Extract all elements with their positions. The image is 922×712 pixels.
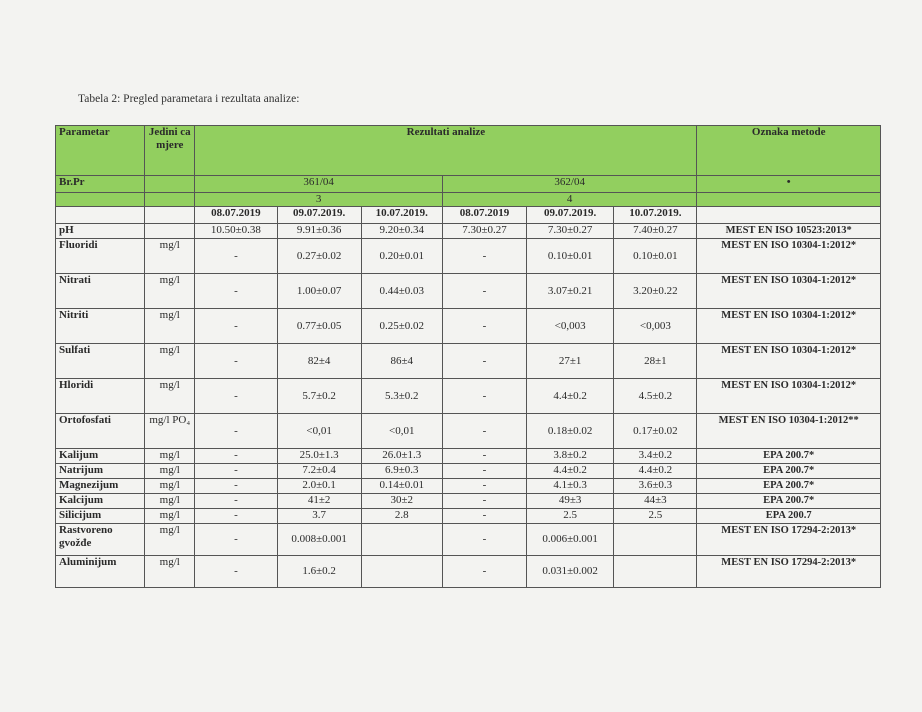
- result-value: 9.20±0.34: [361, 224, 442, 239]
- result-value: [614, 524, 697, 556]
- result-value: 0.006±0.001: [527, 524, 614, 556]
- method-code: MEST EN ISO 17294-2:2013*: [697, 556, 881, 588]
- results-table: [55, 125, 881, 588]
- result-value: 7.30±0.27: [442, 224, 526, 239]
- result-value: 0.17±0.02: [614, 414, 697, 449]
- result-value: -: [195, 309, 277, 344]
- result-value: -: [195, 449, 277, 464]
- parameter-name: Rastvoreno gvožđe: [56, 524, 145, 556]
- table-row: [56, 344, 881, 379]
- result-value: -: [195, 556, 277, 588]
- method-code: MEST EN ISO 10304-1:2012*: [697, 309, 881, 344]
- result-value: 7.40±0.27: [614, 224, 697, 239]
- parameter-name: Fluoridi: [56, 239, 145, 274]
- result-value: 10.50±0.38: [195, 224, 277, 239]
- result-value: 3.7: [277, 509, 361, 524]
- parameter-name: Ortofosfati: [56, 414, 145, 449]
- unit: mg/l: [145, 449, 195, 464]
- unit: mg/l: [145, 494, 195, 509]
- table-row: [56, 494, 881, 509]
- result-value: -: [442, 449, 526, 464]
- date-cell: 08.07.2019: [195, 207, 277, 224]
- parameter-name: Aluminijum: [56, 556, 145, 588]
- table-row: [56, 224, 881, 239]
- method-code: MEST EN ISO 10523:2013*: [697, 224, 881, 239]
- result-value: 0.27±0.02: [277, 239, 361, 274]
- result-value: -: [442, 344, 526, 379]
- result-value: 0.44±0.03: [361, 274, 442, 309]
- result-value: -: [195, 479, 277, 494]
- result-value: -: [442, 556, 526, 588]
- method-code: MEST EN ISO 10304-1:2012*: [697, 379, 881, 414]
- result-value: -: [195, 509, 277, 524]
- result-value: 82±4: [277, 344, 361, 379]
- result-value: -: [442, 494, 526, 509]
- result-value: 3.6±0.3: [614, 479, 697, 494]
- parameter-name: Sulfati: [56, 344, 145, 379]
- method-code: MEST EN ISO 10304-1:2012*: [697, 344, 881, 379]
- result-value: 0.18±0.02: [527, 414, 614, 449]
- result-value: 3.4±0.2: [614, 449, 697, 464]
- table-row: [56, 414, 881, 449]
- unit: mg/l: [145, 309, 195, 344]
- method-code: EPA 200.7*: [697, 464, 881, 479]
- table-row: [56, 524, 881, 556]
- header-brpr: Br.Pr: [56, 176, 145, 193]
- result-value: 0.25±0.02: [361, 309, 442, 344]
- result-value: 0.10±0.01: [527, 239, 614, 274]
- table-caption: Tabela 2: Pregled parametara i rezultata analize:: [78, 93, 300, 105]
- method-code: MEST EN ISO 17294-2:2013*: [697, 524, 881, 556]
- result-value: -: [442, 524, 526, 556]
- parameter-name: Kalcijum: [56, 494, 145, 509]
- result-value: [614, 556, 697, 588]
- result-value: -: [195, 274, 277, 309]
- result-value: [361, 524, 442, 556]
- result-value: 86±4: [361, 344, 442, 379]
- result-value: 3.20±0.22: [614, 274, 697, 309]
- result-value: 4.5±0.2: [614, 379, 697, 414]
- date-cell: 08.07.2019: [442, 207, 526, 224]
- date-cell: 10.07.2019.: [361, 207, 442, 224]
- table-row: [56, 274, 881, 309]
- parameter-name: Nitriti: [56, 309, 145, 344]
- header-rezultati: Rezultati analize: [195, 126, 697, 176]
- result-value: 49±3: [527, 494, 614, 509]
- table-row: [56, 556, 881, 588]
- method-code: EPA 200.7*: [697, 494, 881, 509]
- result-value: 0.031±0.002: [527, 556, 614, 588]
- unit: mg/l PO₄: [145, 414, 195, 449]
- unit: mg/l: [145, 524, 195, 556]
- unit: mg/l: [145, 556, 195, 588]
- result-value: 4.1±0.3: [527, 479, 614, 494]
- unit: mg/l: [145, 479, 195, 494]
- result-value: 25.0±1.3: [277, 449, 361, 464]
- method-code: MEST EN ISO 10304-1:2012*: [697, 239, 881, 274]
- unit: mg/l: [145, 239, 195, 274]
- result-value: 2.5: [527, 509, 614, 524]
- result-value: -: [195, 239, 277, 274]
- result-value: 4.4±0.2: [527, 464, 614, 479]
- sample-2-id: 362/04: [442, 176, 697, 193]
- result-value: 27±1: [527, 344, 614, 379]
- method-code: EPA 200.7*: [697, 479, 881, 494]
- unit: mg/l: [145, 379, 195, 414]
- header-parametar: Parametar: [56, 126, 145, 176]
- header-dot: •: [697, 176, 881, 193]
- table-row: [56, 479, 881, 494]
- method-code: MEST EN ISO 10304-1:2012**: [697, 414, 881, 449]
- result-value: 44±3: [614, 494, 697, 509]
- method-code: EPA 200.7*: [697, 449, 881, 464]
- result-value: -: [442, 479, 526, 494]
- header-oznaka: Oznaka metode: [697, 126, 881, 176]
- result-value: 2.5: [614, 509, 697, 524]
- result-value: [361, 556, 442, 588]
- result-value: -: [195, 494, 277, 509]
- result-value: 0.14±0.01: [361, 479, 442, 494]
- result-value: 2.0±0.1: [277, 479, 361, 494]
- result-value: 7.30±0.27: [527, 224, 614, 239]
- parameter-name: Natrijum: [56, 464, 145, 479]
- parameter-name: Magnezijum: [56, 479, 145, 494]
- date-cell: 09.07.2019.: [527, 207, 614, 224]
- result-value: 0.008±0.001: [277, 524, 361, 556]
- table-row: [56, 509, 881, 524]
- result-value: -: [442, 274, 526, 309]
- result-value: 0.20±0.01: [361, 239, 442, 274]
- result-value: -: [442, 379, 526, 414]
- result-value: <0,003: [527, 309, 614, 344]
- result-value: 4.4±0.2: [527, 379, 614, 414]
- result-value: -: [195, 344, 277, 379]
- parameter-name: Hloridi: [56, 379, 145, 414]
- result-value: 0.10±0.01: [614, 239, 697, 274]
- result-value: 30±2: [361, 494, 442, 509]
- result-value: -: [195, 379, 277, 414]
- date-cell: 09.07.2019.: [277, 207, 361, 224]
- result-value: 1.00±0.07: [277, 274, 361, 309]
- table-row: [56, 309, 881, 344]
- table-row: [56, 379, 881, 414]
- result-value: -: [442, 309, 526, 344]
- result-value: 6.9±0.3: [361, 464, 442, 479]
- method-code: MEST EN ISO 10304-1:2012*: [697, 274, 881, 309]
- method-code: EPA 200.7: [697, 509, 881, 524]
- result-value: 2.8: [361, 509, 442, 524]
- result-value: 1.6±0.2: [277, 556, 361, 588]
- result-value: -: [442, 464, 526, 479]
- result-value: -: [195, 414, 277, 449]
- result-value: 5.7±0.2: [277, 379, 361, 414]
- result-value: 3.07±0.21: [527, 274, 614, 309]
- table-row: [56, 449, 881, 464]
- sample-1-id: 361/04: [195, 176, 443, 193]
- table-row: [56, 464, 881, 479]
- header-jedinica: Jedini ca mjere: [145, 126, 195, 176]
- result-value: 4.4±0.2: [614, 464, 697, 479]
- result-value: -: [442, 414, 526, 449]
- unit: mg/l: [145, 274, 195, 309]
- result-value: -: [195, 524, 277, 556]
- parameter-name: pH: [56, 224, 145, 239]
- result-value: <0,003: [614, 309, 697, 344]
- result-value: 9.91±0.36: [277, 224, 361, 239]
- result-value: <0,01: [361, 414, 442, 449]
- unit: [145, 224, 195, 239]
- result-value: 5.3±0.2: [361, 379, 442, 414]
- unit: mg/l: [145, 344, 195, 379]
- sample-2-number: 4: [442, 193, 697, 207]
- result-value: 41±2: [277, 494, 361, 509]
- result-value: 26.0±1.3: [361, 449, 442, 464]
- result-value: 7.2±0.4: [277, 464, 361, 479]
- result-value: -: [442, 239, 526, 274]
- result-value: <0,01: [277, 414, 361, 449]
- sample-1-number: 3: [195, 193, 443, 207]
- parameter-name: Silicijum: [56, 509, 145, 524]
- result-value: -: [195, 464, 277, 479]
- unit: mg/l: [145, 509, 195, 524]
- date-cell: 10.07.2019.: [614, 207, 697, 224]
- result-value: 3.8±0.2: [527, 449, 614, 464]
- table-row: [56, 239, 881, 274]
- parameter-name: Nitrati: [56, 274, 145, 309]
- result-value: 28±1: [614, 344, 697, 379]
- result-value: -: [442, 509, 526, 524]
- parameter-name: Kalijum: [56, 449, 145, 464]
- unit: mg/l: [145, 464, 195, 479]
- result-value: 0.77±0.05: [277, 309, 361, 344]
